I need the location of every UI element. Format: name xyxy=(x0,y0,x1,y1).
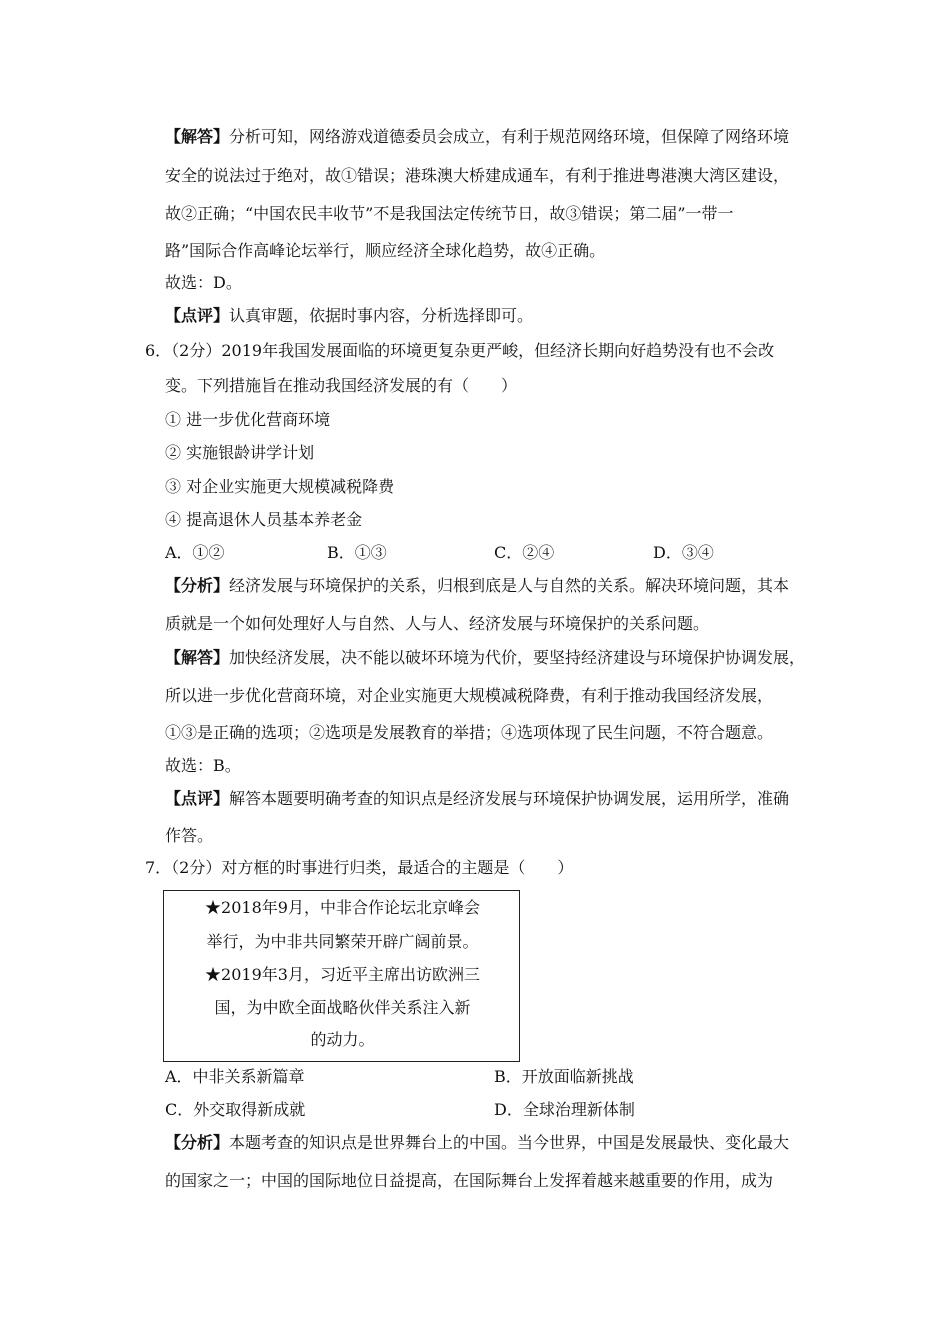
q7-box-line-4: 国，为中欧全面战略伙伴关系注入新 xyxy=(214,998,471,1017)
q5-answer-line-4: 路”国际合作高峰论坛举行，顺应经济全球化趋势，故④正确。 xyxy=(165,241,606,260)
q6-option-b: B．①③ xyxy=(327,543,387,562)
q7-option-c: C．外交取得新成就 xyxy=(165,1100,306,1119)
q6-stem-line-1: 6．（2分）2019年我国发展面临的环境更复杂更严峻，但经济长期向好趋势没有也不会改 xyxy=(145,341,775,360)
q7-analysis-line-2: 的国家之一；中国的国际地位日益提高，在国际舞台上发挥着越来越重要的作用，成为 xyxy=(165,1171,774,1190)
q6-answer-line-3: ①③是正确的选项；②选项是发展教育的举措；④选项体现了民生问题，不符合题意。 xyxy=(165,723,774,742)
q6-comment-line-1: 【点评】解答本题要明确考查的知识点是经济发展与环境保护协调发展，运用所学，准确 xyxy=(165,789,790,808)
q6-item-4: ④ 提高退休人员基本养老金 xyxy=(165,510,363,529)
answer-label: 【解答】 xyxy=(165,127,230,146)
comment-label: 【点评】 xyxy=(165,306,230,325)
q6-item-1: ① 进一步优化营商环境 xyxy=(165,410,331,429)
q6-analysis-line-2: 质就是一个如何处理好人与自然、人与人、经济发展与环境保护的关系问题。 xyxy=(165,614,710,633)
q6-option-d: D．③④ xyxy=(653,543,714,562)
q7-news-box xyxy=(163,890,520,1062)
q7-box-line-2: 举行，为中非共同繁荣开辟广阔前景。 xyxy=(206,932,479,951)
q6-answer-line-1: 【解答】加快经济发展，决不能以破坏环境为代价，要坚持经济建设与环境保护协调发展， xyxy=(165,648,806,667)
q7-box-line-3: ★2019年3月，习近平主席出访欧洲三 xyxy=(205,965,480,984)
q6-answer-line-2: 所以进一步优化营商环境，对企业实施更大规模减税降费，有利于推动我国经济发展， xyxy=(165,686,774,705)
q7-option-b: B．开放面临新挑战 xyxy=(494,1067,634,1086)
q7-stem: 7．（2分）对方框的时事进行归类，最适合的主题是（ ） xyxy=(145,858,574,877)
analysis-label: 【分析】 xyxy=(165,1133,230,1152)
q5-answer-line-2: 安全的说法过于绝对，故①错误；港珠澳大桥建成通车，有利于推进粤港澳大湾区建设， xyxy=(165,166,790,185)
q5-comment: 【点评】认真审题，依据时事内容，分析选择即可。 xyxy=(165,306,534,325)
q6-comment-line-2: 作答。 xyxy=(165,826,214,845)
q6-analysis-line-1: 【分析】经济发展与环境保护的关系，归根到底是人与自然的关系。解决环境问题，其本 xyxy=(165,576,790,595)
q7-option-a: A．中非关系新篇章 xyxy=(165,1067,305,1086)
q5-answer-line-1: 【解答】分析可知，网络游戏道德委员会成立，有利于规范网络环境，但保障了网络环境 xyxy=(165,127,790,146)
q7-option-d: D．全球治理新体制 xyxy=(494,1100,635,1119)
q5-choice: 故选：D。 xyxy=(165,273,242,292)
q6-item-2: ② 实施银龄讲学计划 xyxy=(165,443,315,462)
q7-box-line-5: 的动力。 xyxy=(310,1030,375,1049)
comment-label: 【点评】 xyxy=(165,789,230,808)
q6-stem-line-2: 变。下列措施旨在推动我国经济发展的有（ ） xyxy=(165,376,518,395)
analysis-label: 【分析】 xyxy=(165,576,230,595)
q6-option-a: A．①② xyxy=(165,543,225,562)
q6-item-3: ③ 对企业实施更大规模减税降费 xyxy=(165,477,395,496)
q5-answer-line-3: 故②正确；“中国农民丰收节”不是我国法定传统节日，故③错误；第二届”一带一 xyxy=(165,204,734,223)
answer-label: 【解答】 xyxy=(165,648,230,667)
q7-box-line-1: ★2018年9月，中非合作论坛北京峰会 xyxy=(205,898,480,917)
q7-analysis-line-1: 【分析】本题考查的知识点是世界舞台上的中国。当今世界，中国是发展最快、变化最大 xyxy=(165,1133,790,1152)
q6-option-c: C．②④ xyxy=(494,543,555,562)
q6-choice: 故选：B。 xyxy=(165,756,241,775)
